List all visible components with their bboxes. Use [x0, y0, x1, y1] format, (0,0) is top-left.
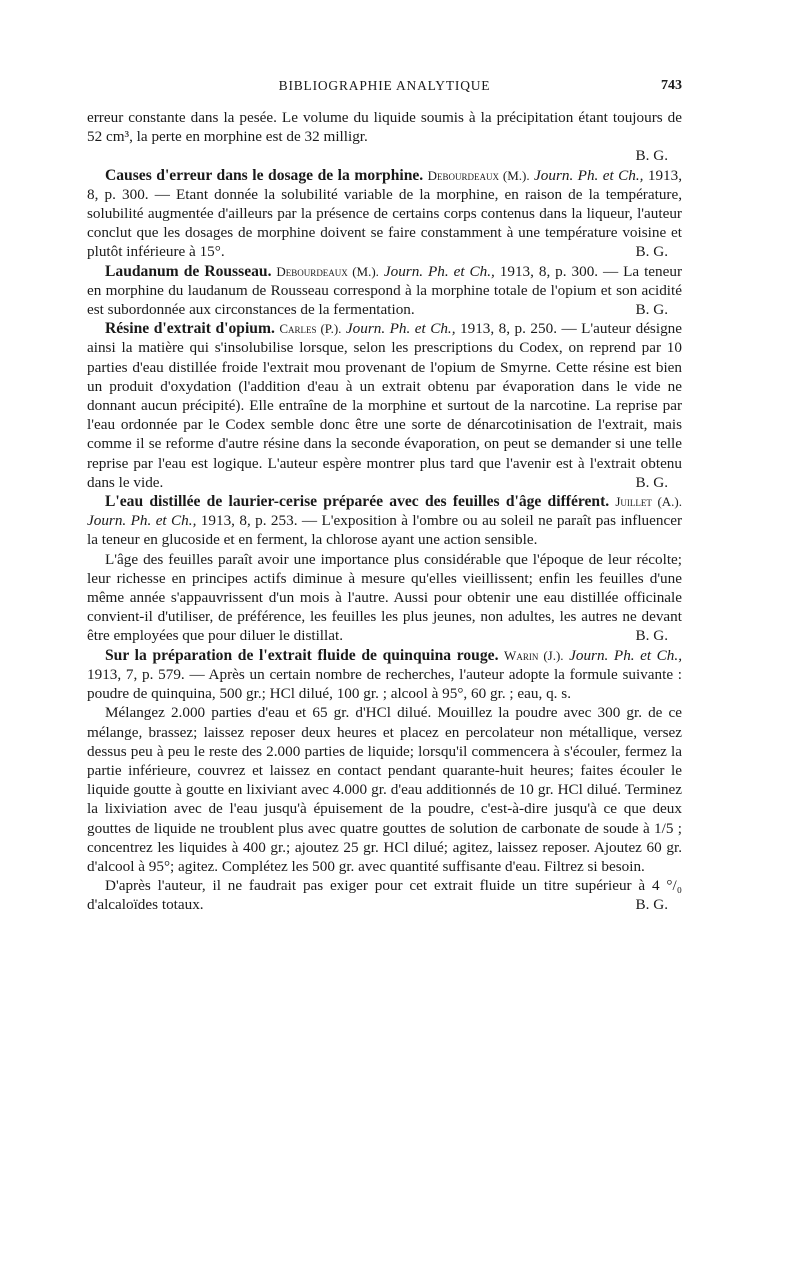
- intro-paragraph: [87, 108, 682, 146]
- signature: B. G.: [635, 243, 668, 261]
- entry-authors: Debourdeaux (M.).: [276, 263, 379, 279]
- entry-text: La teneur en morphine du laudanum de Rousseau correspond à la morphine totale de l'opium et son acidité est subordonnée aux circonstances de la fermentation.: [87, 262, 683, 319]
- signature: B. G.: [635, 896, 668, 914]
- entry-paragraph: [87, 166, 682, 262]
- entry-authors: Debourdeaux (M.).: [427, 167, 530, 183]
- entry-reference: 1913, 8, p. 300. —: [499, 262, 619, 280]
- signature: B. G.: [635, 301, 668, 319]
- bibliography-entry: [87, 646, 682, 915]
- entry-title: Causes d'erreur dans le dosage de la morphine.: [105, 166, 424, 184]
- entry-text: Après un certain nombre de recherches, l'auteur adopte la formule suivante : poudre de quinquina, 500 gr.; HCl dilué, 100 gr. ; alcool à 95°, 60 gr. ; eau, q. s.: [87, 665, 683, 703]
- entry-paragraph: [87, 646, 682, 704]
- entry-paragraph: [87, 876, 682, 914]
- intro-continuation: [87, 108, 682, 166]
- entry-text: L'auteur désigne ainsi la matière qui s'insolubilise lorsque, selon les prescriptions du Codex, on reprend par 10 parties d'eau distillée froide l'extrait mou provenant de l'opium de Smyrne. Cette résine est bien un produit d'oxydation (l'addition d'eau à un extrait obtenu par évaporation dans le vide ne donnant aucun précipité). Elle entraîne de la morphine et surtout de la narcotine. La reprise par l'eau ordonnée par le Codex semble donc être une sorte de dénarcotinisation de l'extrait, mais comme il se reforme d'autre résine dans la seconde évaporation, on peut se demander si une telle reprise par l'eau est logique. L'auteur espère montrer plus tard que l'avenir est à l'extrait obtenu dans le vide.: [87, 320, 682, 491]
- page-header: [87, 78, 682, 102]
- entry-paragraph: [87, 703, 682, 876]
- page-body: [87, 108, 682, 915]
- bibliography-entry: [87, 262, 682, 320]
- signature: B. G.: [635, 627, 668, 645]
- entry-paragraph: [87, 319, 682, 492]
- entry-text: L'âge des feuilles paraît avoir une importance plus considérable que l'époque de leur récolte; leur richesse en principes actifs diminue à mesure qu'elles vieillissent; enfin les feuilles d'une même année s'appauvrissent d'un mois à l'autre. Aussi pour obtenir une eau distillée officinale convient-il d'utiliser, de préférence, les feuilles les plus jeunes, non adultes, les autres ne devant être employées que pour diluer le distillat.: [87, 550, 682, 645]
- entry-journal: Journ. Ph. et Ch.,: [345, 320, 456, 338]
- signature: B. G.: [635, 147, 668, 165]
- bibliography-entry: [87, 319, 682, 492]
- signature: B. G.: [635, 473, 668, 491]
- entry-reference: 1913, 8, p. 250. —: [460, 320, 577, 338]
- entry-reference: 1913, 7, p. 579. —: [87, 665, 205, 683]
- entry-text: Etant donnée la solubilité variable de la morphine, en raison de la température, solubilité augmentée d'ailleurs par la présence de certains corps contenus dans la liqueur, l'auteur conclut que les dosages de morphine doivent se faire constamment à une température voisine et plutôt inférieure à 15°.: [87, 185, 683, 261]
- entry-title: Sur la préparation de l'extrait fluide de quinquina rouge.: [105, 646, 499, 664]
- bibliography-entry: [87, 166, 682, 262]
- entry-title: Laudanum de Rousseau.: [105, 262, 272, 280]
- entry-paragraph: [87, 492, 682, 550]
- entry-reference: 1913, 8, p. 300. —: [87, 166, 683, 203]
- intro-text: erreur constante dans la pesée. Le volume du liquide soumis à la précipitation étant toujours de 52 cm³, la perte en morphine est de 32 milligr.: [87, 109, 682, 146]
- entry-journal: Journ. Ph. et Ch.,: [87, 512, 197, 530]
- entry-journal: Journ. Ph. et Ch.,: [534, 166, 644, 184]
- entry-text: L'exposition à l'ombre ou au soleil ne paraît pas influencer la teneur en glucoside et en ferment, la chlorose ayant une action sensible.: [87, 512, 683, 549]
- entry-journal: Journ. Ph. et Ch.,: [383, 262, 495, 280]
- entry-title: L'eau distillée de laurier-cerise préparée avec des feuilles d'âge différent.: [105, 493, 610, 511]
- entry-authors: Juillet (A.).: [615, 494, 682, 510]
- entry-text: D'après l'auteur, il ne faudrait pas exiger pour cet extrait fluide un titre supérieur à 4 °/₀ d'alcaloïdes totaux.: [87, 877, 682, 914]
- entry-paragraph: [87, 550, 682, 646]
- running-title: BIBLIOGRAPHIE ANALYTIQUE: [278, 78, 491, 93]
- page-number: 743: [661, 78, 682, 93]
- entry-authors: Carles (P.).: [279, 321, 342, 337]
- entry-journal: Journ. Ph. et Ch.,: [569, 646, 682, 664]
- entry-title: Résine d'extrait d'opium.: [105, 320, 275, 338]
- entry-text: Mélangez 2.000 parties d'eau et 65 gr. d'HCl dilué. Mouillez la poudre avec 300 gr. de ce mélange, brassez; laissez reposer deux heures et placez en percolateur non métallique, versez dessus peu à peu le reste des 2.000 parties de liquide; lorsqu'il commencera à s'écouler, fermez la partie inférieure, couvrez et laissez en contact pendant quarante-huit heures; faites écouler le liquide goutte à goutte en lixiviant avec 4.000 gr. d'eau additionnés de 10 gr. HCl dilué. Terminez la lixiviation avec de l'eau jusqu'à épuisement de la poudre, c'est-à-dire jusqu'à ce que deux gouttes de liquide ne troublent plus avec quatre gouttes de solution de carbonate de soude à 1/5 ; concentrez les liquides à 400 gr.; ajoutez 25 gr. HCl dilué; agitez, laissez reposer. Ajoutez 60 gr. d'alcool à 95°; agitez. Complétez les 500 gr. avec quantité suffisante d'eau. Filtrez si besoin.: [87, 704, 682, 875]
- entry-authors: Warin (J.).: [504, 647, 564, 663]
- bibliography-entry: [87, 492, 682, 646]
- entry-reference: 1913, 8, p. 253. —: [200, 512, 318, 530]
- entry-paragraph: [87, 262, 682, 320]
